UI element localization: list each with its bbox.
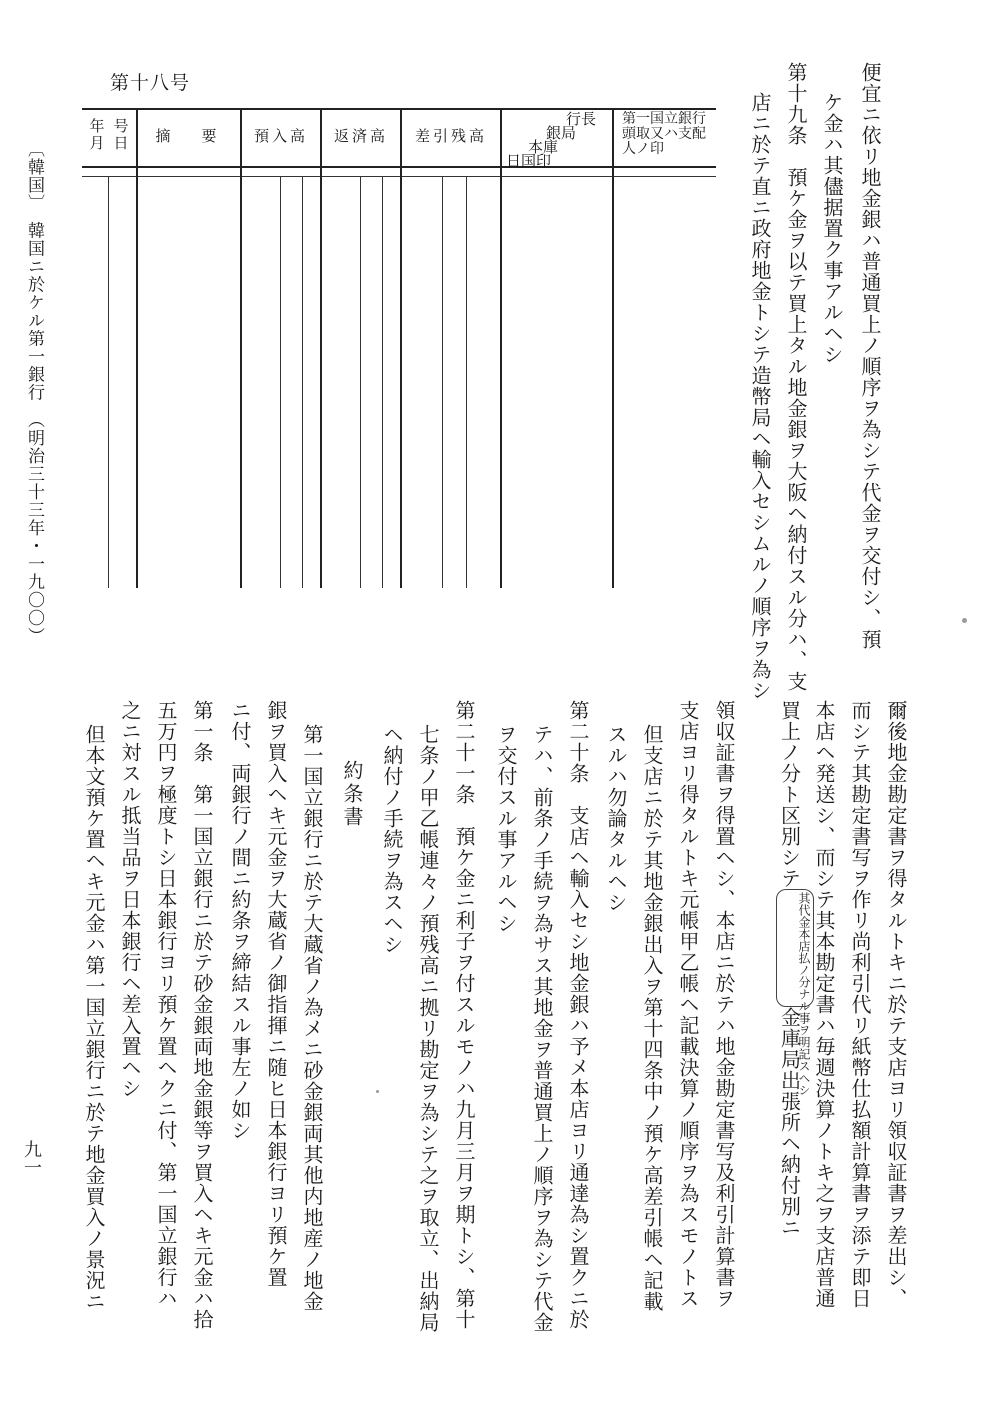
body-col-10: テハ、前条ノ手続ヲ為サス其地金ヲ普通買上ノ順序ヲ為シテ代金 [530, 724, 554, 1333]
header-stamp-line-1: 第一国立銀行 [622, 111, 706, 127]
col-divider [280, 176, 281, 588]
header-day: 日 [113, 134, 129, 152]
header-balance: 差引残高 [414, 127, 487, 145]
table-header-rule-2 [82, 176, 716, 177]
page-number: 九一 [21, 1140, 42, 1176]
header-month: 月 [89, 134, 105, 152]
col-divider [302, 176, 303, 588]
header-seal-line-3: 本庫 [528, 138, 559, 156]
header-deposit: 預入高 [253, 127, 308, 145]
body-col-3: 本店ヘ発送シ、而シテ其本勘定書ハ毎週決算ノトキ之ヲ支店普通 [812, 700, 836, 1309]
top-text-col-3: 第十九条 預ケ金ヲ以テ買上タル地金銀ヲ大阪ヘ納付スル分ハ、支 [784, 62, 808, 692]
header-seal-line-4: 日国印 [506, 152, 552, 170]
body-col-8: スルハ勿論タルヘシ [604, 724, 628, 913]
body-col-1: 爾後地金勘定書ヲ得タルトキニ於テ支店ヨリ領収証書ヲ差出シ、 [884, 700, 908, 1309]
body-col-2: 而シテ其勘定書写ヲ作リ尚利引代リ紙幣仕払額計算書ヲ添テ即日 [848, 700, 872, 1309]
col-divider [400, 108, 402, 588]
body-col-4-text-a: 買上ノ分ト区別シテ [777, 700, 802, 889]
parenthetical-note: 其代金本店払ノ分ナル事ヲ明記スヘシ [776, 889, 814, 1007]
table-header-rule [82, 166, 716, 168]
body-col-22: 但本文預ケ置ヘキ元金ハ第一国立銀行ニ於テ地金買入ノ景況ニ [82, 724, 106, 1312]
col-divider [612, 108, 614, 588]
col-divider [136, 108, 138, 588]
body-col-7: 但支店ニ於テ其地金銀出入ヲ第十四条中ノ預ケ高差引帳ヘ記載 [640, 724, 664, 1312]
body-col-21: 之ニ対スル抵当品ヲ日本銀行ヘ差入置ヘシ [118, 700, 142, 1099]
form-title: 第十八号 [110, 72, 191, 94]
top-text-col-1: 便宜ニ依リ地金銀ハ普通買上ノ順序ヲ為シテ代金ヲ交付シ、預 [858, 62, 882, 650]
col-divider [466, 176, 467, 588]
header-president-stamp [622, 112, 714, 157]
header-year: 年 [89, 117, 105, 135]
header-seal-line-1: 行長 [566, 110, 597, 128]
header-seal-line-2: 銀局 [546, 124, 577, 142]
ledger-form-table [82, 108, 716, 588]
body-col-4 [776, 700, 814, 1238]
body-col-18: ニ付、両銀行ノ間ニ約条ヲ締結スル事左ノ如シ [228, 700, 252, 1141]
body-col-14: ヘ納付ノ手続ヲ為スヘシ [380, 724, 404, 955]
top-text-col-4: 店ニ於テ直ニ政府地金トシテ造幣局ヘ輸入セシムルノ順序ヲ為シ [748, 92, 772, 701]
body-col-20: 五万円ヲ極度トシ日本銀行ヨリ預ケ置ヘクニ付、第一国立銀行ハ [154, 700, 178, 1309]
header-stamp-line-2: 頭取又ハ支配 [622, 126, 706, 142]
header-stamp-line-3: 人ノ印 [622, 141, 664, 157]
body-col-17: 銀ヲ買入ヘキ元金ヲ大蔵省ノ御指揮ニ随ヒ日本銀行ヨリ預ケ置 [264, 700, 288, 1288]
col-divider [442, 176, 443, 588]
col-divider [382, 176, 383, 588]
body-col-4-text-b: 金庫局出張所ヘ納付別ニ [777, 1007, 802, 1238]
top-text-col-2: ケ金ハ其儘据置ク事アルヘシ [820, 92, 844, 365]
col-divider [500, 108, 502, 588]
header-seal-bank [506, 112, 610, 168]
header-number: 号 [113, 117, 129, 135]
col-divider [240, 108, 242, 588]
scan-speck [376, 1090, 379, 1093]
header-repay: 返済高 [333, 127, 388, 145]
header-year-month [86, 118, 108, 152]
body-col-9: 第二十条 支店ヘ輸入セシ地金銀ハ予メ本店ヨリ通達為シ置クニ於 [566, 700, 590, 1330]
scan-speck [962, 618, 967, 623]
col-divider [360, 176, 361, 588]
col-divider [108, 176, 109, 588]
body-col-13: 七条ノ甲乙帳連々ノ預残高ニ拠リ勘定ヲ為シテ之ヲ取立、出納局 [416, 724, 440, 1333]
table-top-rule [82, 108, 716, 110]
header-summary: 摘 要 [155, 127, 225, 145]
header-number-day [110, 118, 132, 152]
body-col-11: ヲ交付スル事アルヘシ [494, 724, 518, 934]
body-col-16: 第一国立銀行ニ於テ大蔵省ノ為メニ砂金銀両其他内地産ノ地金 [300, 724, 324, 1312]
body-col-6: 支店ヨリ得タルトキ元帳甲乙帳ヘ記載決算ノ順序ヲ為スモノトス [676, 700, 700, 1309]
running-head: 〔韓国〕 韓国ニ於ケル第一銀行 （明治三十三年・一九〇〇） [24, 140, 44, 645]
body-col-19: 第一条 第一国立銀行ニ於テ砂金銀両地金銀等ヲ買入ヘキ元金ハ拾 [190, 700, 214, 1330]
body-col-15-heading: 約条書 [340, 760, 364, 829]
body-col-5: 領収証書ヲ得置ヘシ、本店ニ於テハ地金勘定書写及利引計算書ヲ [712, 700, 736, 1309]
body-col-12: 第二十一条 預ケ金ニ利子ヲ付スルモノハ九月三月ヲ期トシ、第十 [452, 700, 476, 1330]
col-divider [320, 108, 322, 588]
